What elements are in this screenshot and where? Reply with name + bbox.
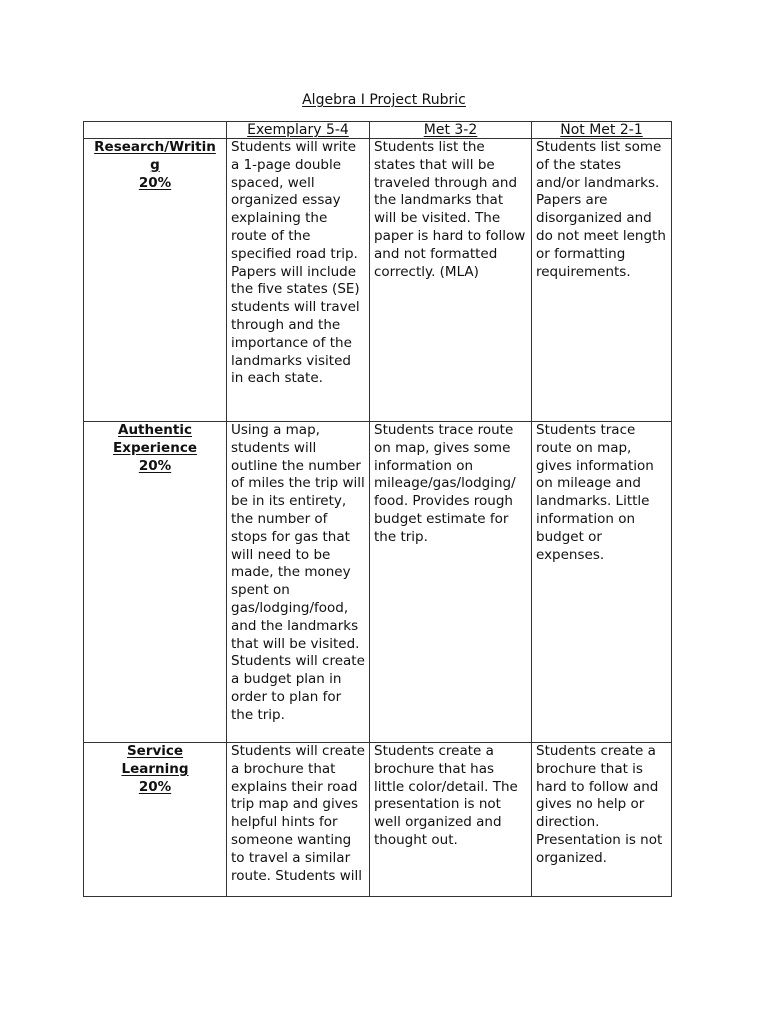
met-cell: Students create a brochure that has little color/detail. The presentation is not well organized and thought out. xyxy=(370,743,532,897)
header-criterion xyxy=(84,122,227,139)
criterion-cell xyxy=(84,743,227,897)
criterion-name-line: Service xyxy=(126,743,184,759)
document-title: Algebra I Project Rubric xyxy=(302,92,466,108)
criterion-weight: 20% xyxy=(138,457,172,474)
not-met-cell: Students trace route on map, gives information on mileage and landmarks. Little information on budget or expenses. xyxy=(532,422,672,743)
header-not-met: Not Met 2-1 xyxy=(532,122,672,139)
exemplary-cell: Using a map, students will outline the number of miles the trip will be in its entirety, the number of stops for gas that will need to be made, the money spent on gas/lodging/food, and the landmarks that will be visited. Students will create a budget plan in order to plan for the trip. xyxy=(227,422,370,743)
criterion-name-line: Experience xyxy=(113,439,197,456)
table-row xyxy=(84,743,672,897)
met-cell: Students list the states that will be traveled through and the landmarks that will be visited. The paper is hard to follow and not formatted correctly. (MLA) xyxy=(370,139,532,422)
exemplary-cell: Students will write a 1-page double spaced, well organized essay explaining the route of the specified road trip. Papers will include the five states (SE) students will travel through and the importance of the landmarks visited in each state. xyxy=(227,139,370,422)
criterion-weight: 20% xyxy=(138,778,172,795)
table-row xyxy=(84,139,672,422)
header-met: Met 3-2 xyxy=(370,122,532,139)
criterion-cell xyxy=(84,139,227,422)
not-met-cell: Students list some of the states and/or landmarks. Papers are disorganized and do not meet length or formatting requirements. xyxy=(532,139,672,422)
met-cell: Students trace route on map, gives some information on mileage/gas/lodging/ food. Provides rough budget estimate for the trip. xyxy=(370,422,532,743)
table-row xyxy=(84,422,672,743)
criterion-name-line: Learning xyxy=(121,760,189,777)
criterion-weight: 20% xyxy=(138,174,172,191)
criterion-name-line: Authentic xyxy=(118,422,192,438)
criterion-cell xyxy=(84,422,227,743)
criterion-name-line: Research/Writin xyxy=(94,139,216,155)
header-row xyxy=(84,122,672,139)
header-exemplary: Exemplary 5-4 xyxy=(227,122,370,139)
criterion-name-line: g xyxy=(150,156,160,173)
rubric-table xyxy=(83,121,672,897)
exemplary-cell: Students will create a brochure that explains their road trip map and gives helpful hints for someone wanting to travel a similar route. Students will xyxy=(227,743,370,897)
not-met-cell: Students create a brochure that is hard to follow and gives no help or direction. Presentation is not organized. xyxy=(532,743,672,897)
